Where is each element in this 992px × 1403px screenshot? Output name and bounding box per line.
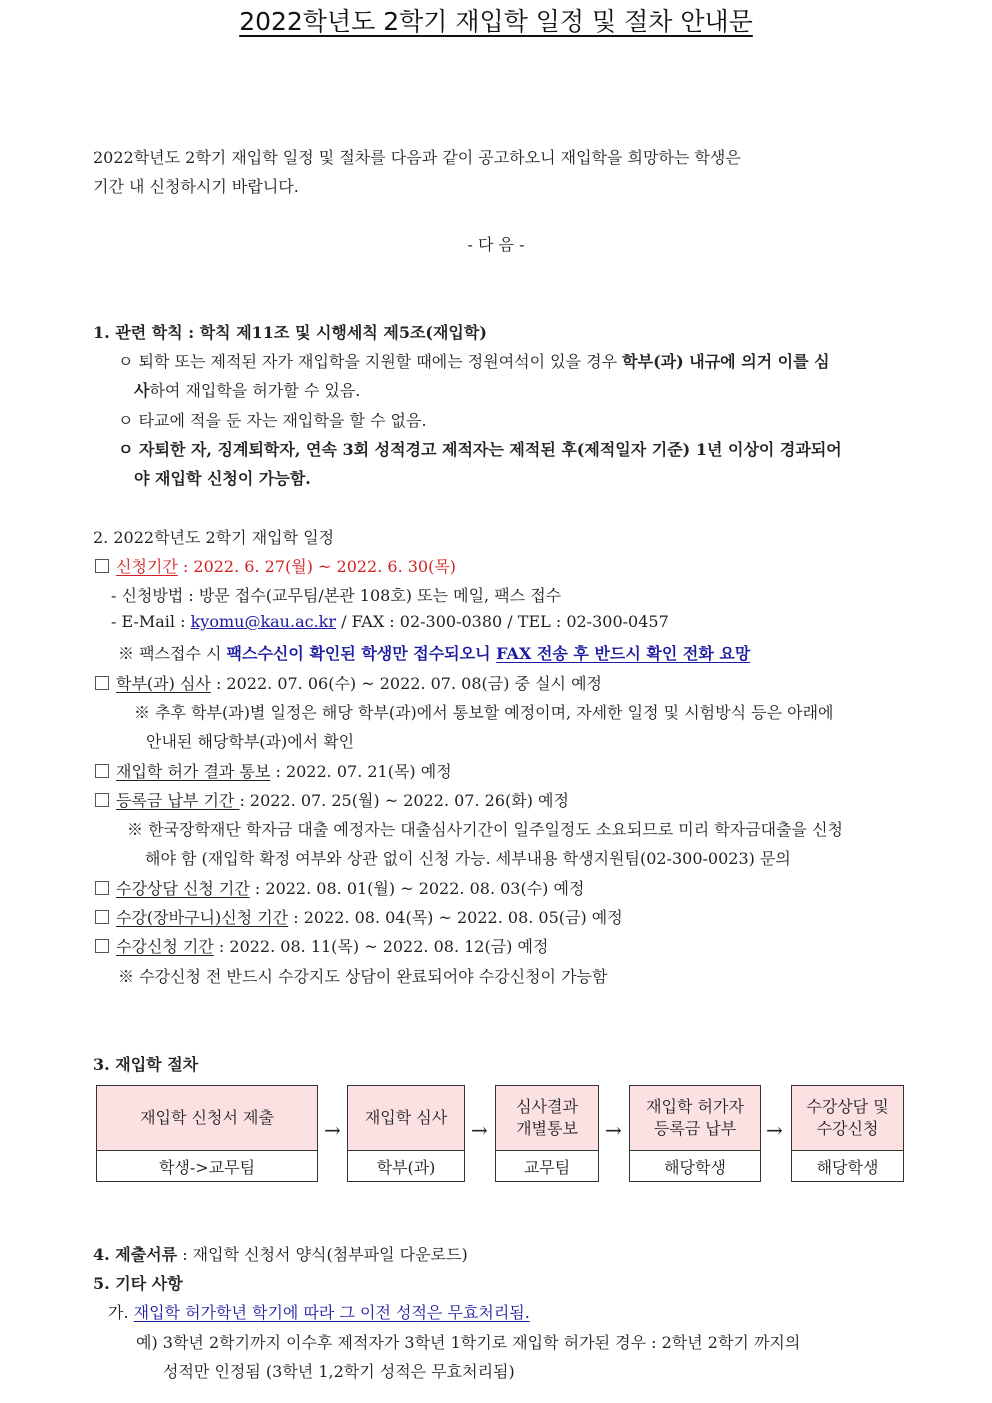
checkbox-icon [95, 559, 109, 573]
s5-example-2: 성적만 인정됨 (3학년 1,2학기 성적은 무효처리됨) [163, 1362, 515, 1381]
review-note-1: ※ 추후 학부(과)별 일정은 해당 학부(과)에서 통보할 예정이며, 자세한 일정 및 시험방식 등은 아래에 [134, 703, 834, 722]
counsel-label: 수강상담 신청 기간 [116, 879, 250, 898]
apply-method: - 신청방법 : 방문 접수(교무팀/본관 108호) 또는 메일, 팩스 접수 [111, 586, 562, 605]
flow-step-3-label-1: 심사결과 [516, 1097, 578, 1117]
section-4-label: 4. 제출서류 [93, 1245, 178, 1264]
basket-label: 수강(장바구니)신청 기간 [116, 908, 289, 927]
s1-bullet-3-cont: 야 재입학 신청이 가능함. [134, 469, 311, 488]
s1-bullet-1 [118, 349, 830, 372]
s5-example-1: 예) 3학년 2학기까지 이수후 제적자가 3학년 1학기로 재입학 허가된 경우 : 2학년 2학기 까지의 [136, 1333, 801, 1352]
fax-tel: / FAX : 02-300-0380 / TEL : 02-300-0457 [336, 612, 669, 631]
flow-step-1-label: 재입학 신청서 제출 [140, 1108, 274, 1128]
email-link[interactable]: kyomu@kau.ac.kr [190, 612, 336, 631]
enroll-value: : 2022. 08. 11(목) ~ 2022. 08. 12(금) 예정 [213, 937, 549, 956]
flow-step-2-label: 재입학 심사 [364, 1108, 448, 1128]
apply-period-label: 신청기간 [116, 557, 178, 576]
section-5-heading: 5. 기타 사항 [93, 1274, 183, 1293]
counsel-value: : 2022. 08. 01(월) ~ 2022. 08. 03(수) 예정 [249, 879, 585, 898]
flow-step-4-owner: 해당학생 [664, 1157, 726, 1177]
tuition-note-2: 해야 함 (재입학 확정 여부와 상관 없이 신청 가능. 세부내용 학생지원팀(02-300-0023) 문의 [145, 849, 791, 868]
arrow-icon: → [766, 1118, 783, 1142]
intro-line-2: 기간 내 신청하시기 바랍니다. [93, 177, 299, 196]
page-title: 2022학년도 2학기 재입학 일정 및 절차 안내문 [239, 7, 753, 36]
s1-bullet-1-cont [134, 378, 360, 401]
section-2-heading: 2. 2022학년도 2학기 재입학 일정 [93, 528, 335, 547]
fax-note-bold: 팩스수신이 확인된 학생만 접수되오니 [226, 644, 497, 663]
basket-row [95, 905, 623, 928]
review-row [95, 671, 602, 694]
checkbox-icon [95, 764, 109, 778]
flow-step-4-label-1: 재입학 허가자 [646, 1097, 744, 1117]
s1-bullet-1-text: ㅇ 퇴학 또는 제적된 자가 재입학을 지원할 때에는 정원여석이 있을 경우 [118, 352, 623, 371]
s5-item-ga [108, 1300, 530, 1323]
tuition-value: : 2022. 07. 25(월) ~ 2022. 07. 26(화) 예정 [239, 791, 569, 810]
flow-step-1-owner: 학생->교무팀 [158, 1157, 256, 1177]
arrow-icon: → [471, 1118, 488, 1142]
apply-period-row [95, 554, 456, 577]
flow-step-3 [495, 1085, 599, 1182]
s1-bullet-1-bold: 학부(과) 내규에 의거 이를 심 [622, 352, 830, 371]
fax-note-underline: FAX 전송 후 반드시 확인 전화 요망 [496, 644, 751, 663]
flow-step-1 [96, 1085, 318, 1182]
tuition-row [95, 788, 569, 811]
s1-bullet-1-cont-text: 하여 재입학을 허가할 수 있음. [149, 381, 361, 400]
email-prefix: - E-Mail : [111, 612, 191, 631]
section-3-heading: 3. 재입학 절차 [93, 1055, 199, 1074]
contact-line [111, 612, 669, 631]
flow-step-3-owner: 교무팀 [523, 1157, 571, 1177]
basket-value: : 2022. 08. 04(목) ~ 2022. 08. 05(금) 예정 [288, 908, 623, 927]
review-value: : 2022. 07. 06(수) ~ 2022. 07. 08(금) 중 실시 예정 [210, 674, 602, 693]
checkbox-icon [95, 910, 109, 924]
tuition-note-1: ※ 한국장학재단 학자금 대출 예정자는 대출심사기간이 일주일정도 소요되므로 미리 학자금대출을 신청 [127, 820, 844, 839]
checkbox-icon [95, 793, 109, 807]
enroll-row [95, 934, 548, 957]
checkbox-icon [95, 676, 109, 690]
result-row [95, 759, 452, 782]
review-note-2: 안내된 해당학부(과)에서 확인 [146, 732, 355, 751]
s1-bullet-1-cont-bold: 사 [134, 381, 150, 400]
s5-item-ga-prefix: 가. [108, 1303, 134, 1322]
flow-step-5-label-1: 수강상담 및 [806, 1097, 889, 1117]
result-value: : 2022. 07. 21(목) 예정 [270, 762, 452, 781]
flow-step-5-owner: 해당학생 [816, 1157, 879, 1177]
enroll-label: 수강신청 기간 [116, 937, 214, 956]
flow-step-5-label-2: 수강신청 [816, 1119, 879, 1138]
enroll-note: ※ 수강신청 전 반드시 수강지도 상담이 완료되어야 수강신청이 가능함 [118, 967, 608, 986]
fax-note-prefix: ※ 팩스접수 시 [118, 644, 227, 663]
fax-note [118, 641, 750, 664]
flow-step-3-label-2: 개별통보 [516, 1119, 578, 1138]
tuition-label: 등록금 납부 기간 [116, 791, 240, 810]
checkbox-icon [95, 881, 109, 895]
section-1-heading: 1. 관련 학칙 : 학칙 제11조 및 시행세칙 제5조(재입학) [93, 323, 487, 342]
arrow-icon: → [605, 1118, 622, 1142]
s1-bullet-2: ㅇ 타교에 적을 둔 자는 재입학을 할 수 없음. [118, 411, 427, 430]
da-eum: - 다 음 - [467, 235, 525, 254]
checkbox-icon [95, 939, 109, 953]
section-4-text: : 재입학 신청서 양식(첨부파일 다운로드) [177, 1245, 468, 1264]
review-label: 학부(과) 심사 [116, 674, 211, 693]
section-4-heading [93, 1242, 468, 1265]
result-label: 재입학 허가 결과 통보 [116, 762, 271, 781]
flow-step-5 [791, 1085, 904, 1182]
intro-line-1: 2022학년도 2학기 재입학 일정 및 절차를 다음과 같이 공고하오니 재입학을 희망하는 학생은 [93, 148, 741, 167]
s5-item-ga-text: 재입학 허가학년 학기에 따라 그 이전 성적은 무효처리됨. [133, 1303, 530, 1322]
arrow-icon: → [324, 1118, 341, 1142]
flow-step-2-owner: 학부(과) [376, 1157, 436, 1177]
apply-period-value: : 2022. 6. 27(월) ~ 2022. 6. 30(목) [177, 557, 457, 576]
flow-step-4-label-2: 등록금 납부 [653, 1119, 737, 1138]
flow-step-4 [629, 1085, 761, 1182]
counsel-row [95, 876, 584, 899]
s1-bullet-3: ㅇ 자퇴한 자, 징계퇴학자, 연속 3회 성적경고 제적자는 제적된 후(제적일자 기준) 1년 이상이 경과되어 [118, 440, 842, 459]
flow-step-2 [347, 1085, 465, 1182]
